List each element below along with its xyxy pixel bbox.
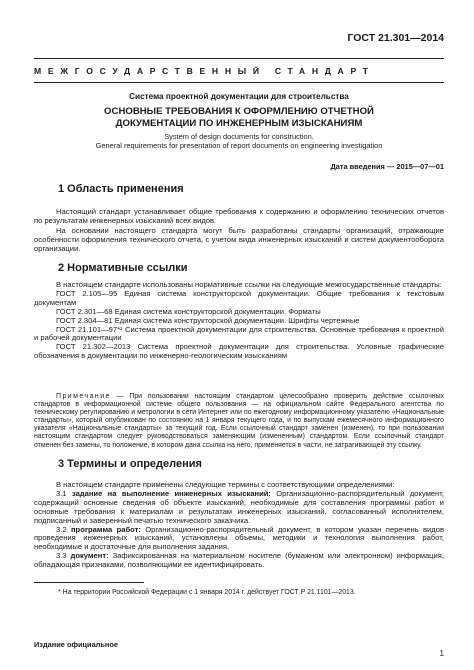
title-line: ДОКУМЕНТАЦИИ ПО ИНЖЕНЕРНЫМ ИЗЫСКАНИЯМ: [115, 117, 363, 129]
official-edition-label: Издание официальное: [34, 640, 119, 649]
paragraph: В настоящем стандарте использованы нормативные ссылки на следующие межгосударственные стандарты:: [56, 280, 442, 289]
section-heading: 3 Термины и определения: [58, 458, 202, 470]
term: программа работ:: [70, 524, 141, 534]
series-title: Система проектной документации для строительства: [129, 92, 349, 101]
paragraph: Настоящий стандарт устанавливает общие требования к содержанию и оформлению технических отчетов по результатам инженерных изысканий всех видов.: [34, 207, 444, 225]
note-text: — При пользовании настоящим стандартом целесообразно проверить действие ссылочных стандартов в информационной системе общего пользования — на официальном сайте Федерального агентства по техническому регулированию и метрологии в сети Интернет или по ежегодному информационному указателю «Национальные стандарты», который опубликован по состоянию на 1 января текущего года, и по выпускам ежемесячного информационного указателя «Национальные стандарты» за текущий год. Если ссылочный стандарт заменен (изменен), то при пользовании настоящим стандартом следует руководствоваться заменяющим (измененным) стандартом. Если ссылочный стандарт отменен без замены, то положение, в котором дана ссылка на него, применяется в части, не затрагивающей эту ссылку.: [34, 393, 444, 449]
english-title-line: General requirements for presentation of report documents on engineering investigation: [95, 141, 383, 151]
title-line: ОСНОВНЫЕ ТРЕБОВАНИЯ К ОФОРМЛЕНИЮ ОТЧЕТНОЙ: [104, 106, 374, 117]
term-number: 3.2: [56, 524, 67, 534]
reference-item: ГОСТ 21.101—97*¹ Система проектной документации для строительства. Основные требования к проектной и рабочей документации: [34, 324, 444, 343]
term: документ:: [70, 551, 109, 561]
definition: Зафиксированная на материальном носителе (бумажном или электронном) информация, обладающая признаками, позволяющими ее идентифицировать.: [34, 551, 444, 570]
paragraph: На основании настоящего стандарта могут быть разработаны стандарты организаций, отражающие особенности оформления технического отчета, с учетом вида инженерных изысканий и систем документооборота организации.: [34, 225, 444, 253]
english-title-line: System of design documents for construction.: [164, 132, 314, 141]
banner-rule: [34, 82, 444, 83]
standard-banner: МЕЖГОСУДАРСТВЕННЫЙ СТАНДАРТ: [34, 66, 375, 76]
page-number: 1: [439, 649, 444, 658]
top-rule: [34, 58, 444, 59]
section-heading: 1 Область применения: [58, 183, 184, 195]
term: задание на выполнение инженерных изысканий:: [71, 488, 271, 498]
document-title: [34, 106, 444, 129]
introduction-date: Дата введения — 2015—07—01: [330, 162, 444, 171]
note: [34, 393, 444, 450]
definition: Организационно-распорядительный документ, содержащий основные сведения об объекте изысканий, необходимые для составления программы работ и основные требования к материалам и результатам инженерных изысканий, согласованный исполнителем, подписанный и заверенный печатью технического заказчика.: [34, 488, 444, 525]
section-heading: 2 Нормативные ссылки: [58, 262, 188, 274]
note-label: Примечание: [56, 393, 111, 400]
term-definition: [34, 490, 444, 526]
footnote: * На территории Российской Федерации с 1 января 2014 г. действует ГОСТ Р 21.1101—2013.: [58, 589, 356, 596]
section-body: [34, 208, 444, 254]
term-number: 3.1: [56, 488, 67, 498]
reference-item: ГОСТ 21.302—2013 Система проектной документации для строительства. Условные графические обозначения в документации по инженерно-геологическим изысканиям: [34, 342, 444, 361]
reference-item: ГОСТ 2.301—68 Единая система конструкторской документации. Форматы: [56, 306, 321, 316]
section-body: [34, 281, 444, 361]
reference-item: ГОСТ 2.304—81 Единая система конструкторской документации. Шрифты чертежные: [56, 315, 360, 325]
term-definition: [34, 526, 444, 553]
definition: Организационно-распорядительный документ, в котором указан перечень видов проведения инженерных изысканий, установлены объемы, методики и технология выполнения работ, необходимые и достаточные для выполнения задания.: [34, 524, 444, 552]
english-title: [34, 132, 444, 151]
footnote-rule: [34, 582, 144, 583]
term-number: 3.3: [56, 551, 67, 561]
section-body: [34, 481, 444, 570]
document-code: ГОСТ 21.301—2014: [347, 32, 444, 44]
paragraph: В настоящем стандарте применены следующие термины с соответствующими определениями:: [56, 480, 395, 489]
note-paragraph: [34, 393, 444, 450]
term-definition: [34, 552, 444, 570]
reference-item: ГОСТ 2.105—95 Единая система конструкторской документации. Общие требования к текстовым документам: [34, 288, 444, 307]
